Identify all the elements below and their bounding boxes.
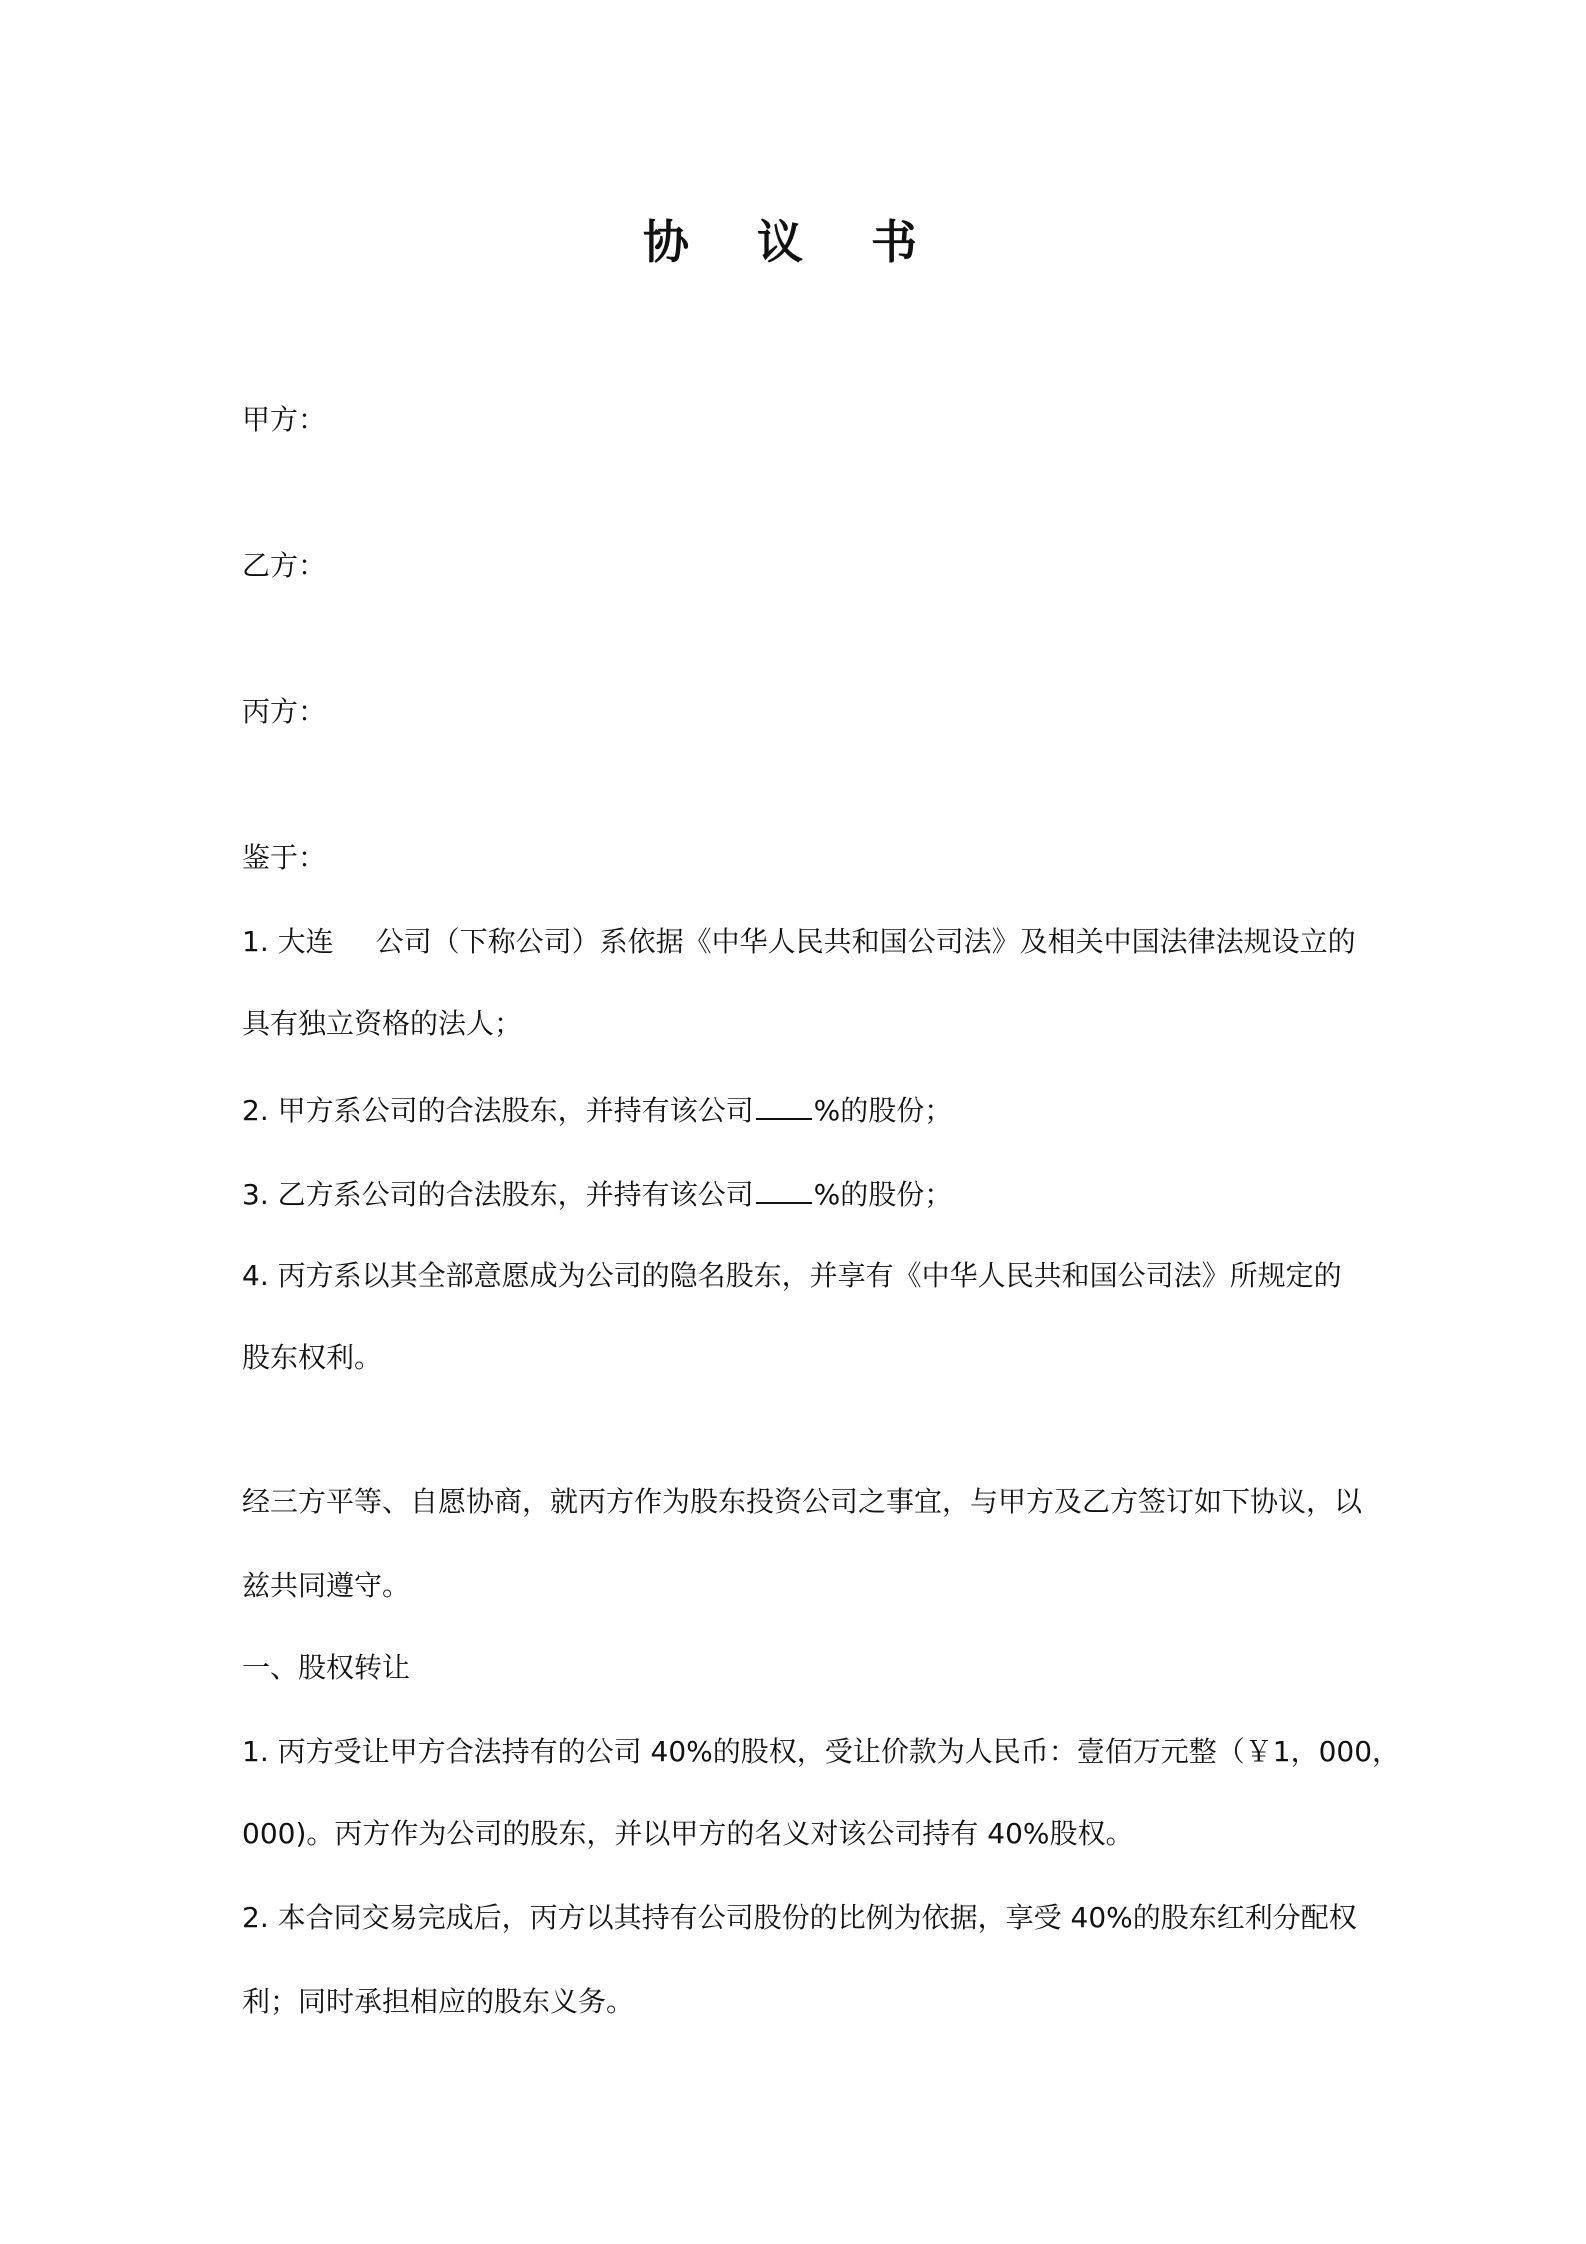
whereas-item-1-continuation: 具有独立资格的法人； [242, 1007, 523, 1040]
document-title: 协 议 书 [642, 215, 944, 269]
whereas-heading: 鉴于： [242, 841, 327, 874]
whereas-item-2-suffix: %的股份； [813, 1094, 953, 1127]
section-1-item-2-continuation: 利；同时承担相应的股东义务。 [242, 1985, 635, 2018]
whereas-item-1-suffix: 公司（下称公司）系依据《中华人民共和国公司法》及相关中国法律法规设立的 [375, 925, 1356, 958]
share-percent-blank [756, 1088, 812, 1120]
whereas-item-3-suffix: %的股份； [813, 1178, 953, 1211]
whereas-item-2 [242, 1088, 952, 1131]
whereas-item-3-prefix: 3. 乙方系公司的合法股东，并持有该公司 [242, 1178, 754, 1211]
intro-paragraph-line-2: 兹共同遵守。 [242, 1569, 411, 1602]
section-1-heading: 一、股权转让 [242, 1651, 411, 1684]
whereas-item-2-prefix: 2. 甲方系公司的合法股东，并持有该公司 [242, 1094, 754, 1127]
section-1-item-1-continuation: 000)。丙方作为公司的股东，并以甲方的名义对该公司持有 40%股权。 [242, 1817, 1134, 1850]
whereas-item-4-continuation: 股东权利。 [242, 1341, 383, 1374]
intro-paragraph-line-1: 经三方平等、自愿协商，就丙方作为股东投资公司之事宜，与甲方及乙方签订如下协议，以 [242, 1485, 1363, 1518]
whereas-item-3 [242, 1172, 952, 1215]
whereas-item-1 [242, 922, 1356, 962]
party-a-label: 甲方： [242, 403, 327, 436]
party-c-label: 丙方： [242, 695, 327, 728]
section-1-item-1: 1. 丙方受让甲方合法持有的公司 40%的股权，受让价款为人民币：壹佰万元整（￥1，000， [242, 1735, 1401, 1768]
whereas-item-1-prefix: 1. 大连 [242, 925, 334, 958]
whereas-item-4: 4. 丙方系以其全部意愿成为公司的隐名股东，并享有《中华人民共和国公司法》所规定的 [242, 1259, 1342, 1292]
party-b-label: 乙方： [242, 549, 327, 582]
section-1-item-2: 2. 本合同交易完成后，丙方以其持有公司股份的比例为依据，享受 40%的股东红利分配权 [242, 1901, 1357, 1934]
share-percent-blank [756, 1172, 812, 1204]
